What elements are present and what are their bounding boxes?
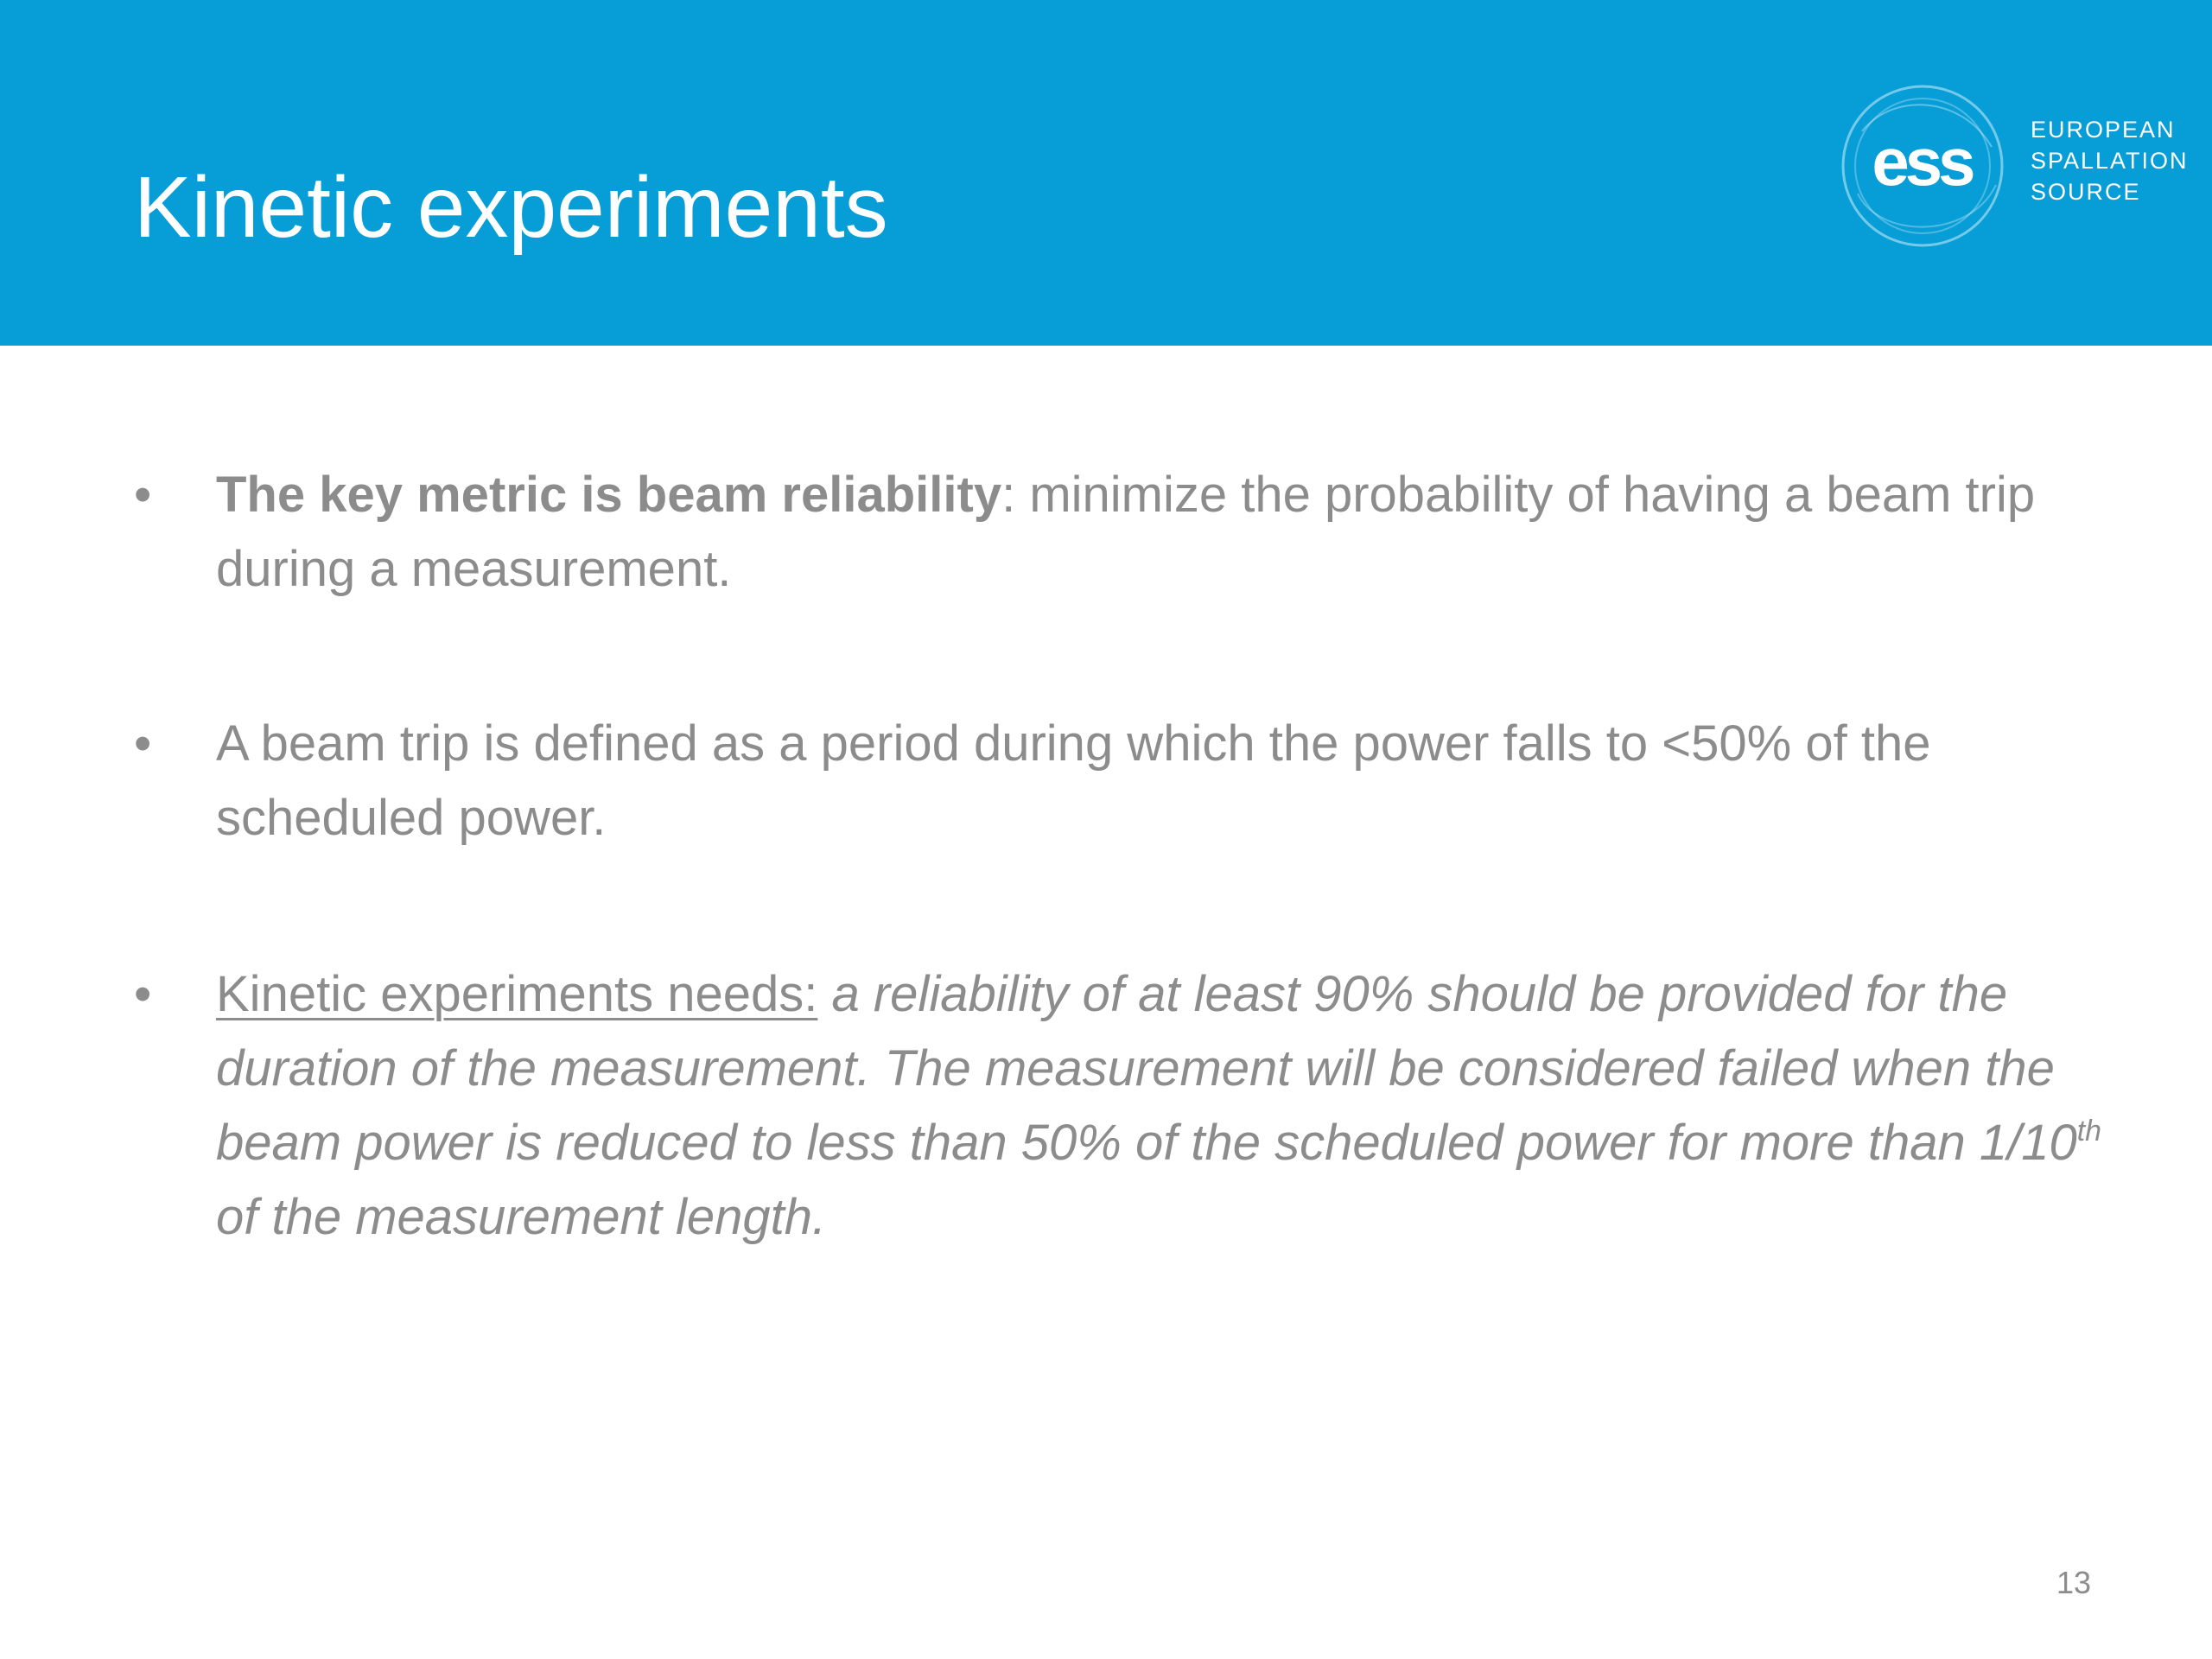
ess-logo-mark: ess <box>1872 124 1972 200</box>
bullet-text: A beam trip is defined as a period during which the power falls to <50% of the scheduled power. <box>216 715 1931 846</box>
bullet-marker: • <box>134 966 152 1022</box>
bullet-marker: • <box>134 715 152 772</box>
bullet-italic-part-2: of the measurement length. <box>216 1189 827 1245</box>
page-number: 13 <box>2056 1565 2091 1600</box>
logo-line-source: SOURCE <box>2031 179 2141 205</box>
bullet-rest: : minimize the probability of having a beam trip during a measurement. <box>216 467 2036 597</box>
logo-line-spallation: SPALLATION <box>2031 148 2189 174</box>
slide-title: Kinetic experiments <box>134 159 888 256</box>
bullet-lead: Kinetic experiments needs: <box>216 966 818 1022</box>
bullet-text <box>216 458 2117 607</box>
superscript: th <box>2076 1115 2102 1147</box>
bullet-text <box>216 957 2117 1255</box>
logo-line-european: EUROPEAN <box>2031 117 2176 143</box>
bullet-italic-part-1: a reliability of at least 90% should be provided for the duration of the measurement. The measurement will be considered failed when the beam power is reduced to less than 50% of the scheduled power for more than 1/10 <box>216 966 2077 1171</box>
bullet-lead: The key metric is beam reliability <box>216 467 1002 523</box>
bullet-marker: • <box>134 467 152 523</box>
